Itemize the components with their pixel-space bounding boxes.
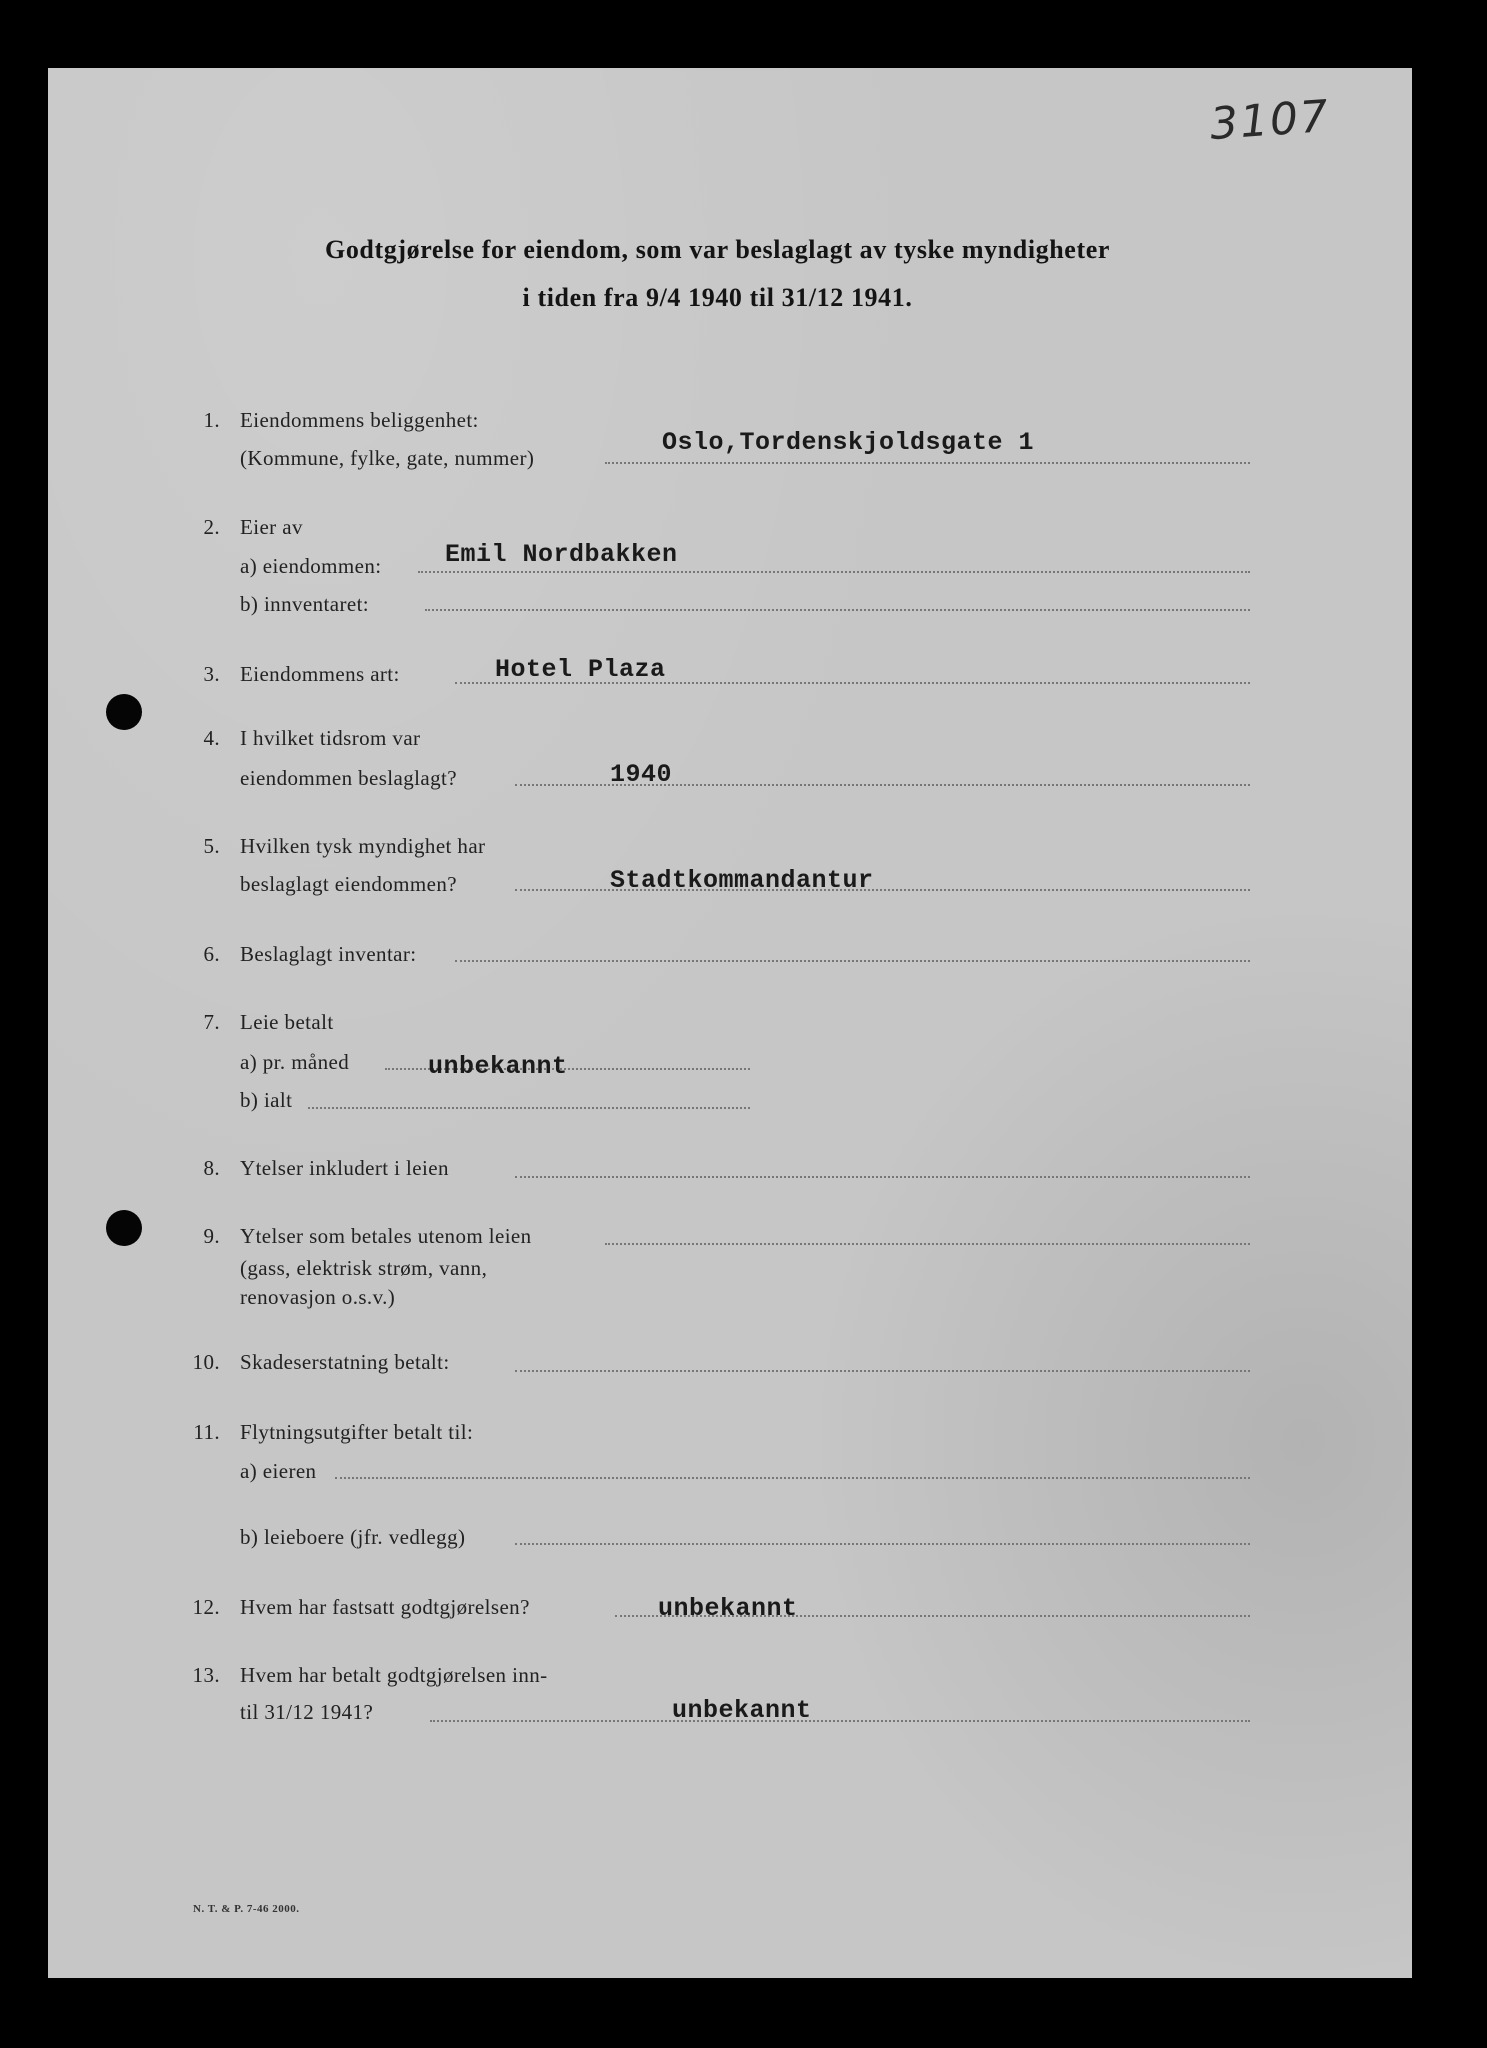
answer-line <box>455 960 1250 962</box>
document-title: Godtgjørelse for eiendom, som var beslaglagt av tyske myndigheter <box>325 235 1110 264</box>
item-label: Skadeserstatning betalt: <box>240 1350 450 1374</box>
item-number: 12. <box>192 1595 220 1619</box>
item-label: Eiendommens art: <box>240 662 400 686</box>
answer-line <box>308 1107 750 1109</box>
answer-line <box>605 462 1250 464</box>
item-label-detail: (gass, elektrisk strøm, vann, <box>240 1256 488 1280</box>
item-number: 10. <box>192 1350 220 1374</box>
sub-label: b) leieboere (jfr. vedlegg) <box>240 1525 466 1549</box>
item-label-detail: til 31/12 1941? <box>240 1700 374 1724</box>
item-number: 4. <box>203 726 220 750</box>
item-number: 3. <box>203 662 220 686</box>
item-label-detail: renovasjon o.s.v.) <box>240 1285 396 1309</box>
answer-line <box>418 571 1250 573</box>
answer-line <box>515 1176 1250 1178</box>
item-label-detail: eiendommen beslaglagt? <box>240 766 457 790</box>
item-label: Hvilken tysk myndighet har <box>240 834 486 858</box>
archive-number-handwritten: 3107 <box>1208 90 1332 151</box>
item-label: Ytelser som betales utenom leien <box>240 1224 532 1248</box>
item-number: 6. <box>203 942 220 966</box>
sub-label: b) innventaret: <box>240 592 370 616</box>
item-label: Flytningsutgifter betalt til: <box>240 1420 474 1444</box>
item-label-detail: (Kommune, fylke, gate, nummer) <box>240 446 535 470</box>
item-label: Hvem har fastsatt godtgjørelsen? <box>240 1595 530 1619</box>
sub-label: a) eieren <box>240 1459 317 1483</box>
answer-line <box>515 1543 1250 1545</box>
item-label-detail: beslaglagt eiendommen? <box>240 872 457 896</box>
punch-hole-bottom <box>106 1210 142 1246</box>
item-number: 13. <box>192 1663 220 1687</box>
item-label: Eier av <box>240 515 303 539</box>
answer-line <box>430 1720 1250 1722</box>
answer-line <box>605 1243 1250 1245</box>
item-number: 2. <box>203 515 220 539</box>
sub-label: a) pr. måned <box>240 1050 350 1074</box>
item-number: 1. <box>203 408 220 432</box>
punch-hole-top <box>106 694 142 730</box>
item-label: Hvem har betalt godtgjørelsen inn- <box>240 1663 548 1687</box>
item-label: Eiendommens beliggenhet: <box>240 408 479 432</box>
answer-period: 1940 <box>610 760 673 789</box>
print-mark: N. T. & P. 7-46 2000. <box>193 1903 300 1915</box>
item-label: Beslaglagt inventar: <box>240 942 417 966</box>
answer-set-by: unbekannt <box>658 1594 798 1623</box>
answer-owner: Emil Nordbakken <box>445 540 678 569</box>
item-label: Leie betalt <box>240 1010 334 1034</box>
item-label: Ytelser inkludert i leien <box>240 1156 449 1180</box>
answer-rent-monthly: unbekannt <box>428 1052 568 1081</box>
item-number: 7. <box>203 1010 220 1034</box>
answer-line <box>335 1477 1250 1479</box>
sub-label: b) ialt <box>240 1088 293 1112</box>
document-subtitle: i tiden fra 9/4 1940 til 31/12 1941. <box>522 283 913 312</box>
answer-paid-by: unbekannt <box>672 1696 812 1725</box>
item-number: 8. <box>203 1156 220 1180</box>
sub-label: a) eiendommen: <box>240 554 382 578</box>
item-number: 5. <box>203 834 220 858</box>
answer-authority: Stadtkommandantur <box>610 866 874 895</box>
answer-line <box>515 1370 1250 1372</box>
answer-location: Oslo,Tordenskjoldsgate 1 <box>662 428 1035 457</box>
item-label: I hvilket tidsrom var <box>240 726 421 750</box>
answer-property-type: Hotel Plaza <box>495 655 666 684</box>
answer-line <box>425 609 1250 611</box>
item-number: 9. <box>203 1224 220 1248</box>
item-number: 11. <box>193 1420 220 1444</box>
